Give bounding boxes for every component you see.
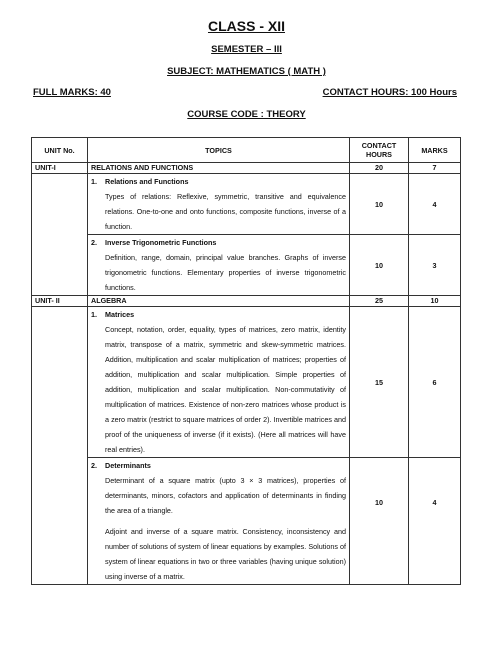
semester-heading: SEMESTER – III	[211, 44, 282, 55]
unit-spacer	[32, 174, 88, 296]
table-row	[32, 307, 461, 458]
section-number: 1.	[91, 310, 97, 319]
unit-marks: 10	[409, 296, 461, 307]
unit-spacer	[32, 307, 88, 585]
section	[88, 174, 350, 235]
section-hours: 10	[350, 458, 409, 585]
section-name: Matrices	[105, 310, 135, 319]
section-number: 1.	[91, 177, 97, 186]
header-marks: MARKS	[409, 138, 461, 163]
section-text: Determinant of a square matrix (upto 3 × 3 matrices), properties of determinants, minors, cofactors and application of determinants in finding the area of a triangle.	[105, 476, 346, 515]
unit-hours: 25	[350, 296, 409, 307]
section-number: 2.	[91, 461, 97, 470]
section-text: Concept, notation, order, equality, types of matrices, zero matrix, identity matrix, transpose of a matrix, symmetric and skew-symmetric matrices. Addition, multiplication and scalar multiplication of matrices; properties of addition, multiplication and scalar multiplication. Simple properties of addition, multiplication and scalar multiplication. Non-commutativity of multiplication of matrices. Existence of non-zero matrices whose product is a zero matrix (restrict to square matrices of order 2). Invertible matrices and proof of the uniqueness of inverse (if it exists). (Here all matrices will have real entries).	[105, 325, 346, 454]
section	[88, 235, 350, 296]
table-row	[32, 458, 461, 585]
section-text: Definition, range, domain, principal value branches. Graphs of inverse trigonometric functions. Elementary properties of inverse trigonometric functions.	[105, 253, 346, 292]
unit-hours: 20	[350, 163, 409, 174]
table-row	[32, 163, 461, 174]
unit-title: ALGEBRA	[88, 296, 350, 307]
section	[88, 458, 350, 585]
section-hours: 10	[350, 235, 409, 296]
table-row	[32, 235, 461, 296]
class-title: CLASS - XII	[207, 18, 285, 34]
header-unit: UNIT No.	[32, 138, 88, 163]
table-row	[32, 296, 461, 307]
section-hours: 15	[350, 307, 409, 458]
syllabus-table	[31, 137, 461, 585]
course-code: COURSE CODE : THEORY	[187, 109, 306, 120]
header-contact-hours: CONTACT HOURS	[350, 138, 409, 163]
section-marks: 4	[409, 174, 461, 235]
table-row	[32, 174, 461, 235]
unit-marks: 7	[409, 163, 461, 174]
section-text-2: Adjoint and inverse of a square matrix. Consistency, inconsistency and number of solutions of system of linear equations by examples. Solutions of system of linear equations in two or three variables (having unique solution) using inverse of a matrix.	[105, 527, 346, 581]
section-marks: 4	[409, 458, 461, 585]
unit-title: RELATIONS AND FUNCTIONS	[88, 163, 350, 174]
unit-number: UNIT- II	[32, 296, 88, 307]
section-name: Determinants	[105, 461, 151, 470]
unit-number: UNIT-I	[32, 163, 88, 174]
section-hours: 10	[350, 174, 409, 235]
section-name: Relations and Functions	[105, 177, 189, 186]
table-header-row	[32, 138, 461, 163]
section-marks: 6	[409, 307, 461, 458]
contact-hours: CONTACT HOURS: 100 Hours	[322, 87, 457, 98]
header-topics: TOPICS	[88, 138, 350, 163]
full-marks: FULL MARKS: 40	[33, 87, 111, 98]
section-marks: 3	[409, 235, 461, 296]
section-name: Inverse Trigonometric Functions	[105, 238, 217, 247]
subject-heading: SUBJECT: MATHEMATICS ( MATH )	[167, 66, 326, 77]
section-number: 2.	[91, 238, 97, 247]
section-text: Types of relations: Reflexive, symmetric, transitive and equivalence relations. One-to-one and onto functions, composite functions, inverse of a function.	[105, 192, 346, 231]
section	[88, 307, 350, 458]
